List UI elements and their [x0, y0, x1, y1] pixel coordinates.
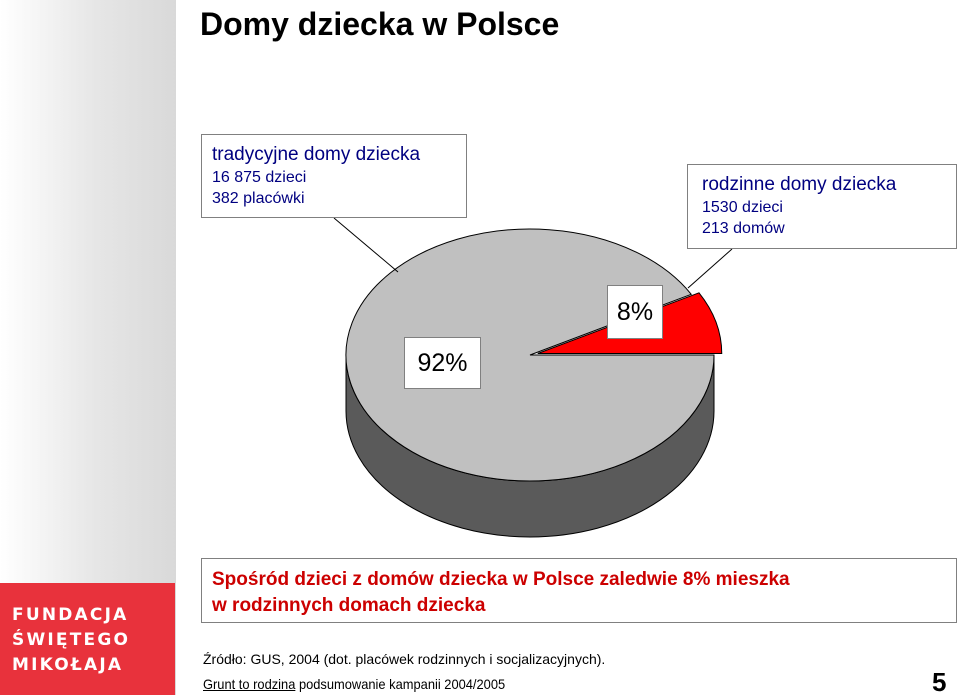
leader-line-family	[688, 249, 732, 288]
footer-text	[203, 676, 505, 692]
pie-slice-92	[346, 229, 714, 481]
summary-line-1: Spośród dzieci z domów dziecka w Polsce zaledwie 8% mieszka	[212, 569, 790, 590]
callout-traditional-children: 16 875 dzieci	[212, 169, 307, 186]
callout-traditional-homes	[201, 134, 467, 218]
logo-line-3: MIKOŁAJA	[12, 655, 124, 675]
callout-traditional-institutions: 382 placówki	[212, 190, 305, 207]
callout-family-children: 1530 dzieci	[702, 199, 783, 216]
callout-traditional-heading: tradycyjne domy dziecka	[212, 144, 421, 165]
footer-subtitle: podsumowanie kampanii 2004/2005	[295, 676, 506, 692]
summary-line-2: w rodzinnych domach dziecka	[212, 595, 486, 616]
source-note: Źródło: GUS, 2004 (dot. placówek rodzinnych i socjalizacyjnych).	[203, 651, 606, 667]
logo-line-2: ŚWIĘTEGO	[12, 630, 131, 650]
callout-family-homes	[687, 164, 957, 249]
callout-family-homes-count: 213 domów	[702, 220, 785, 237]
pie-label-8: 8%	[607, 285, 663, 339]
pie-label-92: 92%	[404, 337, 481, 389]
summary-box	[201, 558, 957, 623]
logo-line-1: FUNDACJA	[12, 605, 129, 625]
footer-campaign: Grunt to rodzina	[203, 676, 296, 692]
callout-family-heading: rodzinne domy dziecka	[702, 174, 897, 195]
page-number: 5	[932, 667, 947, 697]
leader-line-traditional	[334, 218, 398, 272]
slide-title: Domy dziecka w Polsce	[200, 6, 560, 42]
